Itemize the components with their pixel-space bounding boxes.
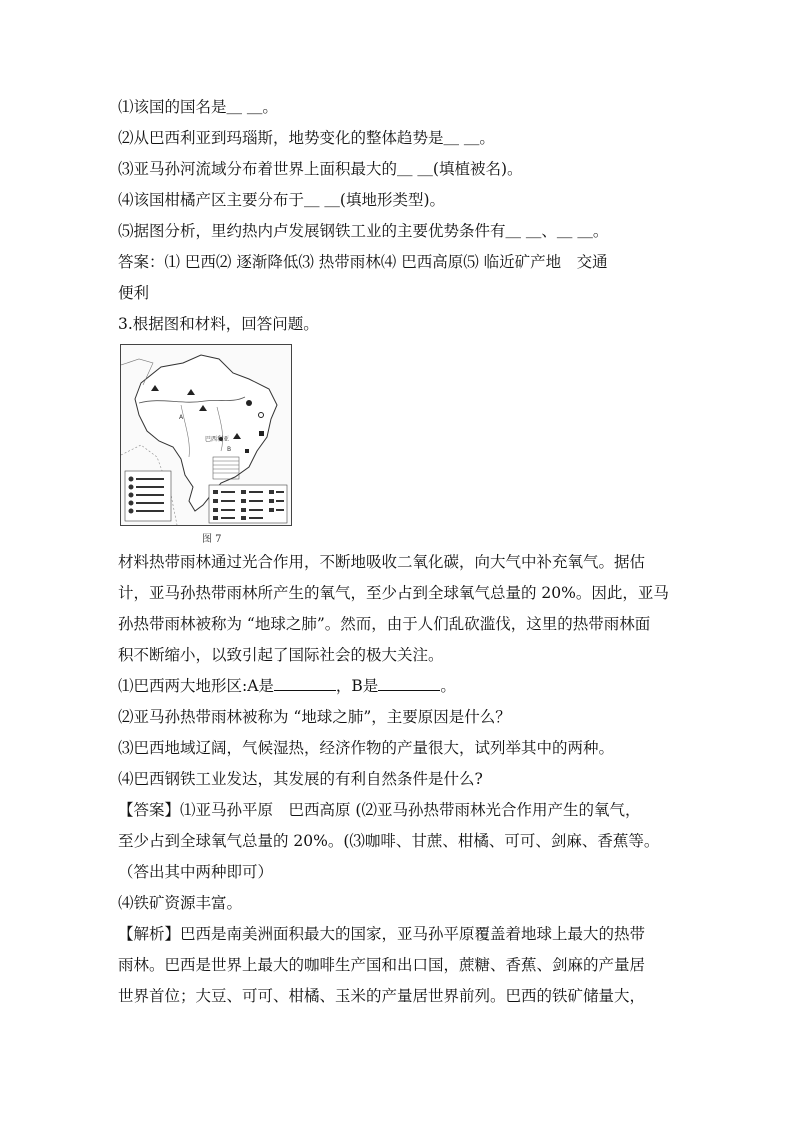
material-line-1: 材料热带雨林通过光合作用，不断地吸收二氧化碳，向大气中补充氧气。据估 — [118, 553, 646, 571]
q2-answer-line-2: 便利 — [118, 284, 150, 302]
q3-answer-line-3: （答出其中两种即可） — [118, 863, 274, 881]
q3-question-1-prefix: ⑴巴西两大地形区:A是 — [118, 677, 274, 695]
q3-question-1 — [118, 671, 678, 702]
blank-b — [378, 676, 440, 691]
q2-item-5: ⑸据图分析，里约热内卢发展钢铁工业的主要优势条件有＿ ＿、＿ ＿。 — [118, 222, 609, 240]
q3-answer-line-4: ⑷铁矿资源丰富。 — [118, 894, 243, 912]
document-page — [118, 92, 678, 1012]
material-line-2: 计，亚马孙热带雨林所产生的氧气，至少占到全球氧气总量的 20%。因此，亚马 — [118, 584, 669, 602]
blank-a — [274, 676, 336, 691]
q2-item-3: ⑶亚马孙河流域分布着世界上面积最大的＿ ＿(填植被名)。 — [118, 160, 523, 178]
q3-question-1-mid: ，B是 — [335, 677, 379, 695]
map-label-city: 巴西利亚 — [205, 436, 230, 443]
map-drawing — [121, 345, 291, 525]
q3-answer-line-2: 至少占到全球氧气总量的 20%。(⑶咖啡、甘蔗、柑橘、可可、剑麻、香蕉等。 — [118, 832, 660, 850]
material-line-3: 孙热带雨林被称为 “地球之肺”。然而，由于人们乱砍滥伐，这里的热带雨林面 — [118, 615, 651, 633]
q3-heading: 3.根据图和材料，回答问题。 — [118, 315, 319, 333]
q3-question-1-suffix: 。 — [440, 677, 456, 695]
q3-question-4: ⑷巴西钢铁工业发达，其发展的有利自然条件是什么? — [118, 770, 483, 788]
material-line-4: 积不断缩小，以致引起了国际社会的极大关注。 — [118, 646, 444, 664]
q3-analysis-line-3: 世界首位；大豆、可可、柑橘、玉米的产量居世界前列。巴西的铁矿储量大， — [118, 987, 646, 1005]
map-legend-right — [209, 485, 287, 523]
q3-analysis-line-2: 雨林。巴西是世界上最大的咖啡生产国和出口国，蔗糖、香蕉、剑麻的产量居 — [118, 956, 646, 974]
q3-question-3: ⑶巴西地域辽阔，气候湿热，经济作物的产量很大，试列举其中的两种。 — [118, 739, 615, 757]
q2-item-4: ⑷该国柑橘产区主要分布于＿ ＿(填地形类型)。 — [118, 191, 446, 209]
figure-7 — [118, 342, 678, 547]
q2-item-2: ⑵从巴西利亚到玛瑙斯，地势变化的整体趋势是＿ ＿。 — [118, 129, 495, 147]
q3-analysis-line-1: 【解析】巴西是南美洲面积最大的国家，亚马孙平原覆盖着地球上最大的热带 — [118, 925, 646, 943]
figure-caption: 图 7 — [202, 534, 222, 545]
q2-answer-line-1: 答案：⑴ 巴西⑵ 逐渐降低⑶ 热带雨林⑷ 巴西高原⑸ 临近矿产地 交通 — [118, 253, 608, 271]
q2-item-1: ⑴该国的国名是＿ ＿。 — [118, 98, 278, 116]
map-label-a: A — [179, 414, 184, 421]
brazil-map-image — [120, 344, 292, 526]
map-label-b: B — [227, 446, 232, 453]
q3-question-2: ⑵亚马孙热带雨林被称为 “地球之肺”，主要原因是什么？ — [118, 708, 511, 726]
q3-answer-line-1: 【答案】⑴亚马孙平原 巴西高原 (⑵亚马孙热带雨林光合作用产生的氧气， — [118, 801, 641, 819]
